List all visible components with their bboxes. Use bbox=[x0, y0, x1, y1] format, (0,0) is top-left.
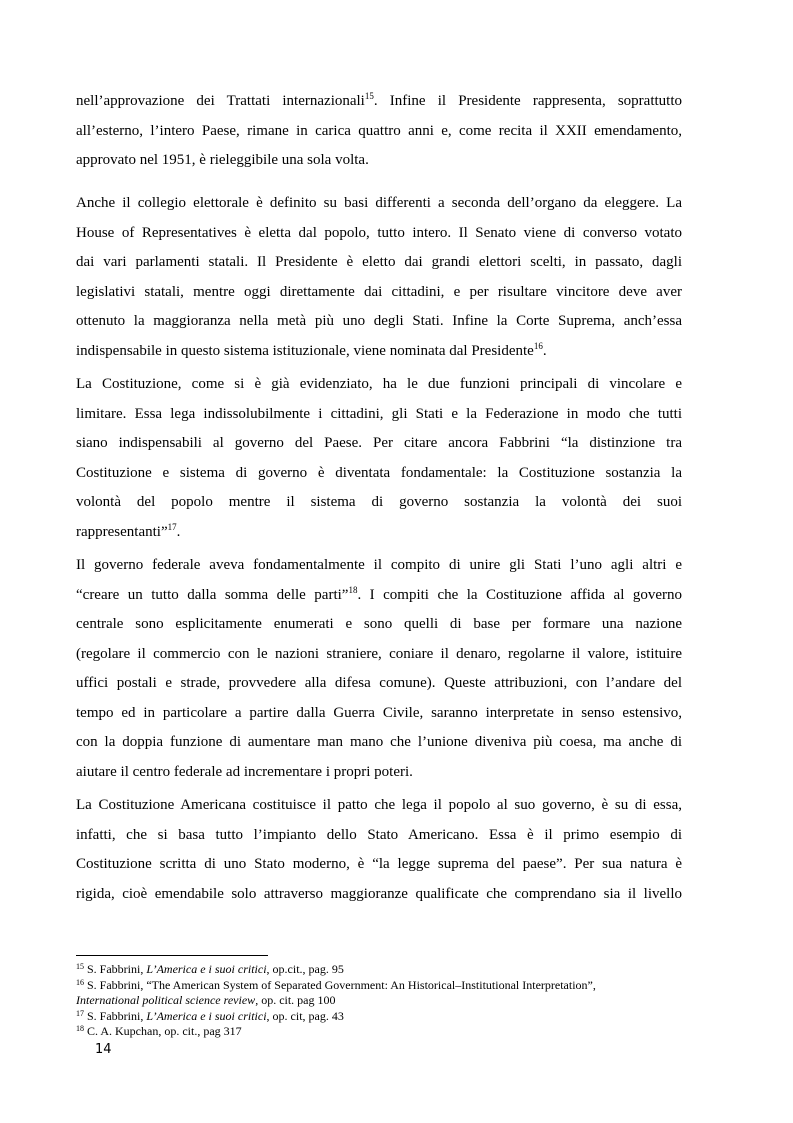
footnote-16: $^{16}$ S. Fabbrini, “The American System of Separated Government: An Historical–Institutional Interpretation”, bbox=[76, 978, 596, 992]
text-line: limitare. Essa lega indissolubilmente i cittadini, gli Stati e la Federazione in modo che tutti bbox=[76, 405, 682, 422]
text-line: con la doppia funzione di aumentare man mano che l’unione diveniva più coesa, ma anche di bbox=[76, 734, 682, 750]
text-line: Il governo federale aveva fondamentalmente il compito di unire gli Stati l’uno agli altri e bbox=[76, 557, 682, 573]
footnote-17: $^{17}$ S. Fabbrini, L’America e i suoi critici, op. cit, pag. 43 bbox=[76, 1009, 344, 1023]
paragraph-1 bbox=[76, 87, 682, 176]
footnote-18: $^{18}$ C. A. Kupchan, op. cit., pag 317 bbox=[76, 1024, 242, 1038]
text-line: rigida, cioè emendabile solo attraverso maggioranze qualificate che comprendano sia il livello bbox=[76, 885, 682, 902]
text-line: Anche il collegio elettorale è definito su basi differenti a seconda dell’organo da eleggere. La bbox=[76, 195, 682, 211]
footnote-separator bbox=[76, 955, 268, 956]
paragraph-3 bbox=[76, 370, 682, 547]
text-line: ottenuto la maggioranza nella metà più uno degli Stati. Infine la Corte Suprema, anch’essa bbox=[76, 313, 682, 329]
footnote-ref-18[interactable]: 18 bbox=[348, 584, 358, 595]
text-line: “creare un tutto dalla somma delle parti”$^{18}$. I compiti che la Costituzione affida al governo bbox=[76, 584, 682, 603]
text-line: legislativi statali, mentre oggi direttamente dai cittadini, e per risultare vincitore deve aver bbox=[76, 283, 682, 300]
footnote-ref-17[interactable]: 17 bbox=[167, 521, 177, 532]
text-line: tempo ed in particolare a partire dalla Guerra Civile, saranno interpretate in senso estensivo, bbox=[76, 704, 682, 721]
paragraph-4 bbox=[76, 551, 682, 787]
text-line: La Costituzione, come si è già evidenziato, ha le due funzioni principali di vincolare e bbox=[76, 376, 682, 392]
text-line: siano indispensabili al governo del Paese. Per citare ancora Fabbrini “la distinzione tra bbox=[76, 435, 682, 451]
text-line: approvato nel 1951, è rieleggibile una sola volta. bbox=[76, 152, 369, 168]
text-line: Costituzione scritta di uno Stato moderno, è “la legge suprema del paese”. Per sua natura è bbox=[76, 856, 682, 872]
paragraph-2 bbox=[76, 189, 682, 366]
text-line: all’esterno, l’intero Paese, rimane in carica quattro anni e, come recita il XXII emendamento, bbox=[76, 122, 682, 139]
text-line: uffici postali e strade, provvedere alla difesa comune). Queste attribuzioni, con l’andare del bbox=[76, 675, 682, 691]
text-line: (regolare il commercio con le nazioni straniere, coniare il denaro, regolarne il valore, istituire bbox=[76, 645, 682, 662]
text-line: infatti, che si basa tutto l’impianto dello Stato Americano. Essa è il primo esempio di bbox=[76, 826, 682, 843]
text-line: House of Representatives è eletta dal popolo, tutto intero. Il Senato viene di converso votato bbox=[76, 224, 682, 241]
text-line: rappresentanti”$^{17}$. bbox=[76, 521, 181, 540]
footnote-15: $^{15}$ S. Fabbrini, L’America e i suoi critici, op.cit., pag. 95 bbox=[76, 962, 344, 976]
paragraph-5 bbox=[76, 791, 682, 909]
text-line: nell’approvazione dei Trattati internazionali$^{15}$. Infine il Presidente rappresenta, soprattutto bbox=[76, 91, 683, 109]
text-line: volontà del popolo mentre il sistema di governo sostanzia la volontà dei suoi bbox=[76, 494, 682, 510]
text-line: indispensabile in questo sistema istituzionale, viene nominata dal Presidente$^{16}$. bbox=[76, 340, 547, 359]
text-line: Costituzione e sistema di governo è diventata fondamentale: la Costituzione sostanzia la bbox=[76, 464, 682, 481]
text-line: La Costituzione Americana costituisce il patto che lega il popolo al suo governo, è su di essa, bbox=[76, 797, 682, 813]
text-line: aiutare il centro federale ad incrementare i propri poteri. bbox=[76, 763, 413, 780]
page-number: 14 bbox=[95, 1042, 112, 1057]
footnote-ref-15[interactable]: 15 bbox=[364, 91, 374, 101]
footnote-16-continued: International political science review, op. cit. pag 100 bbox=[76, 993, 336, 1007]
text-line: dai vari parlamenti statali. Il Presidente è eletto dai grandi elettori scelti, in passato, dagli bbox=[76, 254, 682, 270]
footnote-ref-16[interactable]: 16 bbox=[533, 340, 543, 351]
text-line: centrale sono esplicitamente enumerati e sono quelli di base per formare una nazione bbox=[76, 616, 682, 632]
